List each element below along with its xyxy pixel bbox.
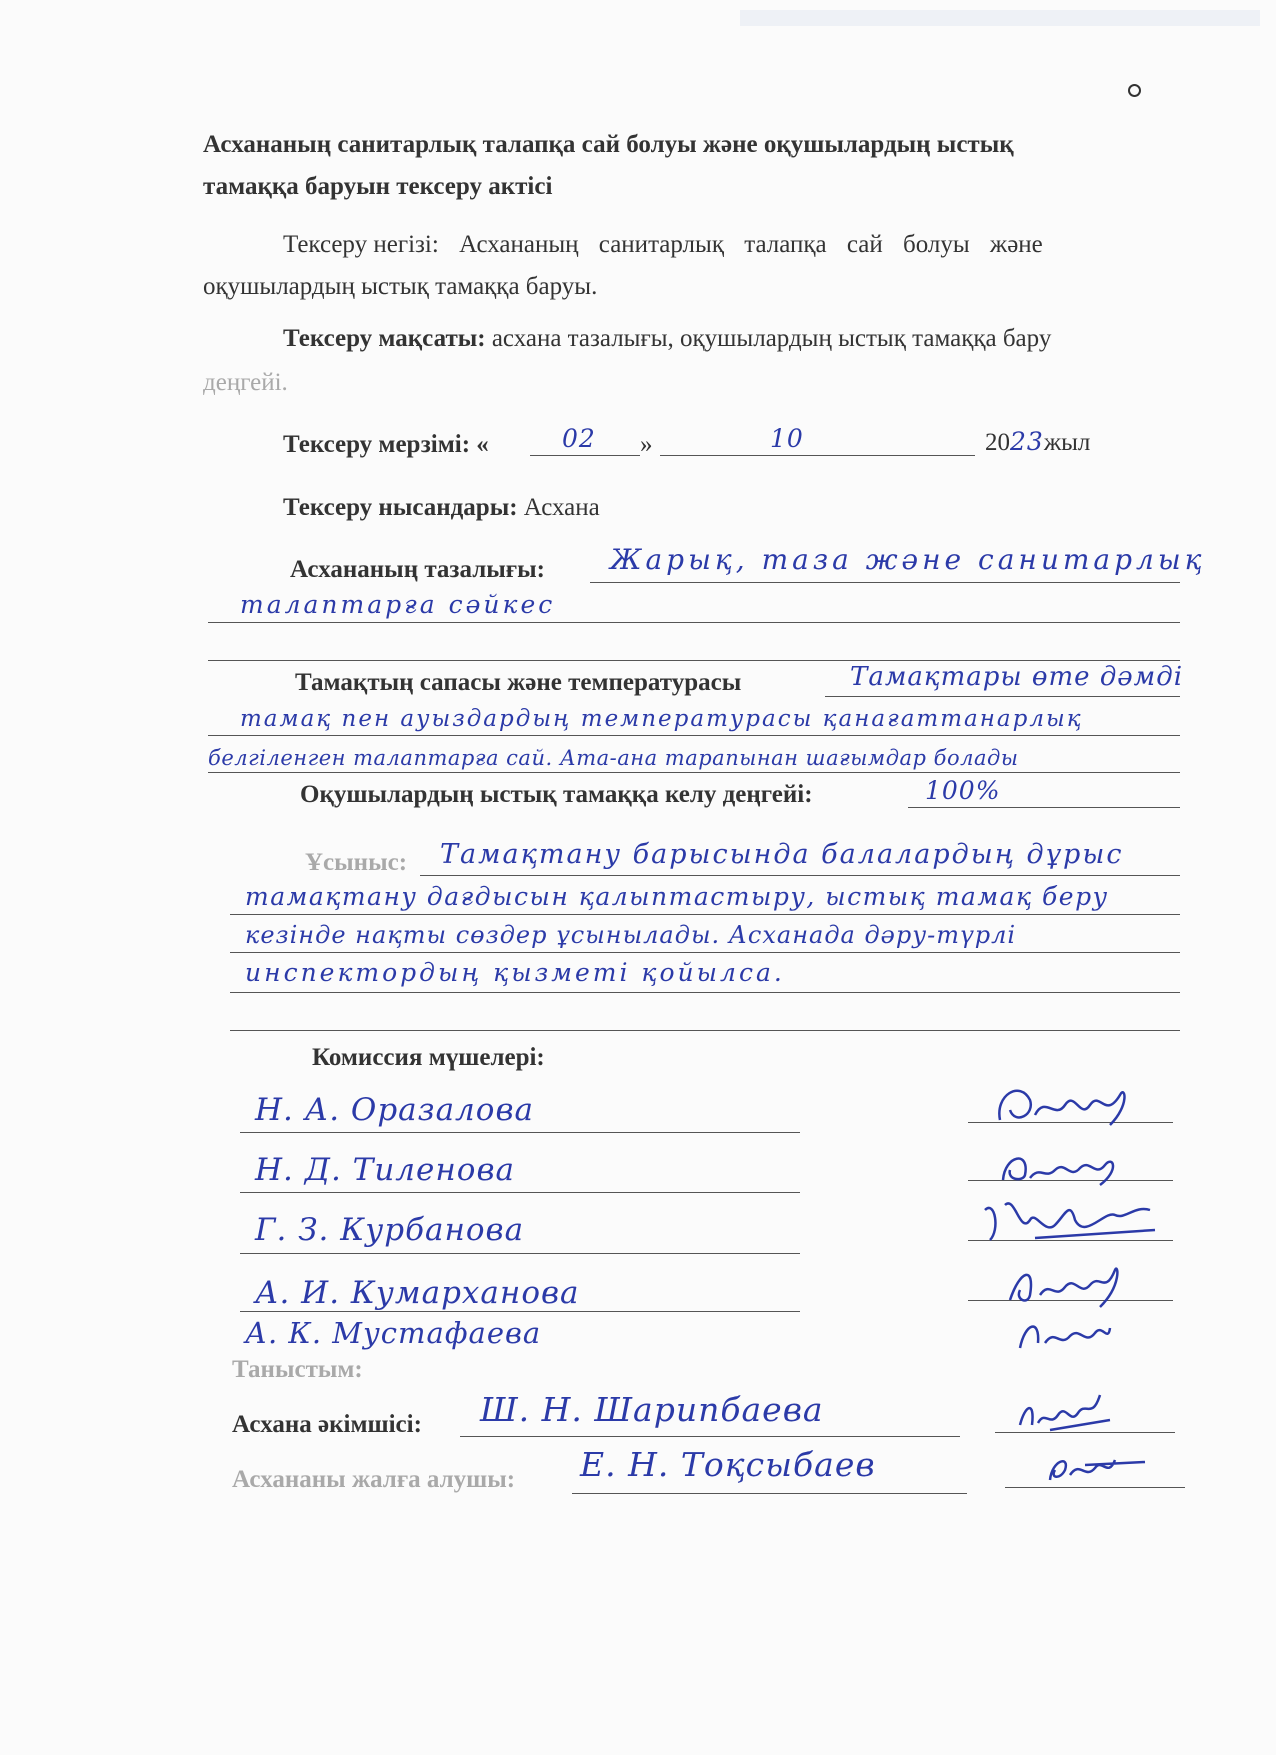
proposal-line-1	[420, 875, 1180, 876]
date-year-suffix: жыл	[1043, 429, 1091, 456]
tenant-label	[232, 1465, 515, 1495]
proposal-line-2	[230, 914, 1180, 915]
canteen-admin-signature	[1010, 1385, 1120, 1440]
cleanliness-line-3	[208, 660, 1180, 661]
canteen-admin-handwritten: Ш. Н. Шарипбаева	[480, 1390, 824, 1429]
date-year-handwritten: 23	[1010, 427, 1044, 456]
date-month-value: 10	[770, 424, 804, 453]
member-2-name: Н. Д. Тиленова	[255, 1152, 515, 1188]
attendance-line	[908, 807, 1180, 808]
proposal-line-4	[230, 992, 1180, 993]
scan-speck	[1128, 84, 1141, 97]
cleanliness-handwritten-2: талаптарға сәйкес	[240, 590, 556, 619]
purpose-text-1: асхана тазалығы, оқушылардың ыстық тамаққа бару	[485, 325, 1052, 352]
date-year-prefix: 20	[985, 429, 1010, 456]
date-day-value: 02	[562, 424, 596, 453]
attendance-handwritten: 100%	[925, 776, 1001, 805]
proposal-handwritten-4: инспектордың қызметі қойылса.	[245, 958, 785, 987]
proposal-line-5	[230, 1030, 1180, 1031]
basis-label: Тексеру негізі:	[283, 231, 439, 258]
scan-artifact	[740, 10, 1260, 26]
member-5-name: А. К. Мустафаева	[245, 1316, 542, 1350]
date-month-line	[660, 455, 975, 456]
objects-text: Асхана	[517, 494, 600, 521]
document-title-line-2: тамаққа баруын тексеру актісі	[203, 173, 553, 200]
basis-paragraph	[283, 230, 1183, 260]
cleanliness-line-1	[590, 582, 1180, 583]
basis-text-2: оқушылардың ыстық тамаққа баруы.	[203, 273, 598, 300]
purpose-label: Тексеру мақсаты:	[283, 325, 486, 352]
quality-label: Тамақтың сапасы және температурасы	[295, 669, 742, 696]
quality-handwritten-1: Тамақтары өте дәмді	[850, 662, 1184, 692]
tenant-signature	[1040, 1440, 1150, 1495]
objects-paragraph	[283, 493, 600, 523]
member-4-line	[240, 1311, 800, 1312]
member-2-line	[240, 1192, 800, 1193]
purpose-text-2: деңгейі.	[203, 369, 288, 396]
member-3-name: Г. З. Курбанова	[255, 1212, 525, 1248]
commission-label: Комиссия мүшелері:	[312, 1044, 545, 1071]
date-day-line	[530, 455, 640, 456]
canteen-admin-label: Асхана әкімшісі:	[232, 1411, 422, 1438]
proposal-line-3	[230, 952, 1180, 953]
member-3-line	[240, 1253, 800, 1254]
member-2-signature	[995, 1140, 1135, 1190]
member-1-name: Н. А. Оразалова	[255, 1092, 534, 1128]
member-5-signature	[1010, 1308, 1130, 1358]
objects-label: Тексеру нысандары:	[283, 494, 518, 521]
acquainted-label: Таныстым:	[232, 1356, 363, 1383]
quality-handwritten-2: тамақ пен ауыздардың температурасы қанағаттанарлық	[240, 706, 1083, 732]
quality-handwritten-3: белгіленген талаптарға сай. Ата-ана тарапынан шағымдар болады	[208, 746, 1019, 770]
canteen-admin-line	[460, 1436, 960, 1437]
member-4-name: А. И. Кумарханова	[255, 1275, 580, 1311]
cleanliness-line-2	[208, 622, 1180, 623]
member-3-signature	[975, 1190, 1165, 1250]
tenant-label-text: Асхананы жалға алушы:	[232, 1466, 516, 1493]
cleanliness-handwritten-1: Жарық, таза және санитарлық	[610, 543, 1206, 576]
member-1-signature	[990, 1075, 1140, 1135]
date-close-quote: »	[640, 431, 653, 458]
date-year	[985, 427, 1090, 458]
quality-line-1	[825, 696, 1180, 697]
quality-line-2	[208, 735, 1180, 736]
date-label: Тексеру мерзімі: «	[283, 431, 489, 458]
proposal-handwritten-1: Тамақтану барысында балалардың дұрыс	[440, 839, 1124, 870]
member-1-line	[240, 1132, 800, 1133]
tenant-line	[572, 1493, 967, 1494]
attendance-label: Оқушылардың ыстық тамаққа келу деңгейі:	[300, 781, 813, 808]
proposal-handwritten-3: кезінде нақты сөздер ұсынылады. Асханада дәру-түрлі	[245, 921, 1017, 949]
purpose-paragraph	[283, 324, 1051, 354]
proposal-label: Ұсыныс:	[305, 849, 408, 876]
basis-text-1: Асхананың санитарлық талапқа сай болуы және	[438, 231, 1043, 258]
tenant-handwritten: Е. Н. Тоқсыбаев	[580, 1445, 876, 1484]
cleanliness-label: Асхананың тазалығы:	[290, 556, 545, 583]
member-4-signature	[1000, 1255, 1140, 1315]
document-title-line-1: Асхананың санитарлық талапқа сай болуы және оқушылардың ыстық	[203, 131, 1014, 158]
proposal-handwritten-2: тамақтану дағдысын қалыптастыру, ыстық тамақ беру	[245, 882, 1109, 911]
